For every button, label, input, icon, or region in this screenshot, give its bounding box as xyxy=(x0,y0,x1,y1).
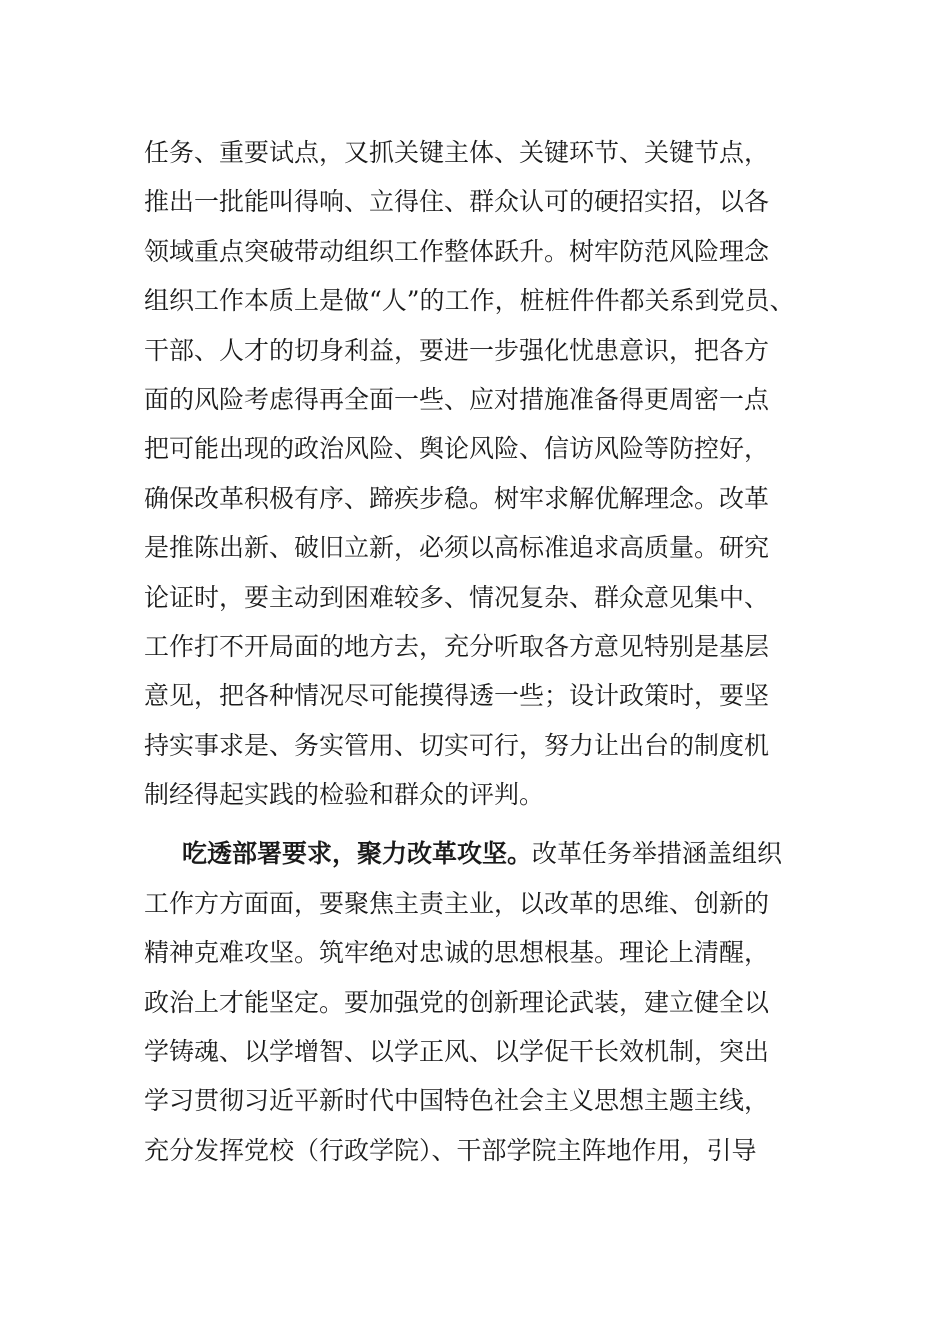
paragraph-2 xyxy=(144,829,814,1175)
text-line: 制经得起实践的检验和群众的评判。 xyxy=(144,780,545,810)
text-line: 精神克难攻坚。筑牢绝对忠诚的思想根基。理论上清醒， xyxy=(144,938,770,968)
text-line: 持实事求是、务实管用、切实可行，努力让出台的制度机 xyxy=(144,730,770,760)
text-line: 干部、人才的切身利益，要进一步强化忧患意识，把各方 xyxy=(144,335,770,365)
heading-line-rest: 改革任务举措涵盖组织 xyxy=(532,839,783,869)
text-line: 政治上才能坚定。要加强党的创新理论武装，建立健全以 xyxy=(144,987,770,1017)
paragraph-1 xyxy=(144,128,814,819)
text-line: 把可能出现的政治风险、舆论风险、信访风险等防控好， xyxy=(144,434,770,464)
text-line: 学习贯彻习近平新时代中国特色社会主义思想主题主线， xyxy=(144,1086,770,1116)
text-line: 任务、重要试点，又抓关键主体、关键环节、关键节点， xyxy=(144,138,770,167)
text-line: 是推陈出新、破旧立新，必须以高标准追求高质量。研究 xyxy=(144,533,770,563)
text-line: 学铸魂、以学增智、以学正风、以学促干长效机制，突出 xyxy=(144,1037,770,1067)
text-line: 论证时，要主动到困难较多、情况复杂、群众意见集中、 xyxy=(144,582,770,612)
text-line: 意见，把各种情况尽可能摸得透一些；设计政策时，要坚 xyxy=(144,681,770,711)
text-line: 工作方方面面，要聚焦主责主业，以改革的思维、创新的 xyxy=(144,888,770,918)
paragraph-heading: 吃透部署要求，聚力改革攻坚。 xyxy=(182,839,533,869)
text-line: 工作打不开局面的地方去，充分听取各方意见特别是基层 xyxy=(144,631,770,661)
paragraph-spacer xyxy=(144,819,814,829)
text-line xyxy=(144,829,814,878)
text-line: 面的风险考虑得再全面一些、应对措施准备得更周密一点 xyxy=(144,384,770,414)
text-line: 领域重点突破带动组织工作整体跃升。树牢防范风险理念 xyxy=(144,236,770,266)
body-text xyxy=(144,128,814,1175)
text-line: 组织工作本质上是做“人”的工作，桩桩件件都关系到党员、 xyxy=(144,286,795,316)
text-line: 充分发挥党校（行政学院）、干部学院主阵地作用，引导 xyxy=(144,1135,757,1165)
text-line: 确保改革积极有序、蹄疾步稳。树牢求解优解理念。改革 xyxy=(144,483,770,513)
text-line: 推出一批能叫得响、立得住、群众认可的硬招实招，以各 xyxy=(144,187,770,217)
